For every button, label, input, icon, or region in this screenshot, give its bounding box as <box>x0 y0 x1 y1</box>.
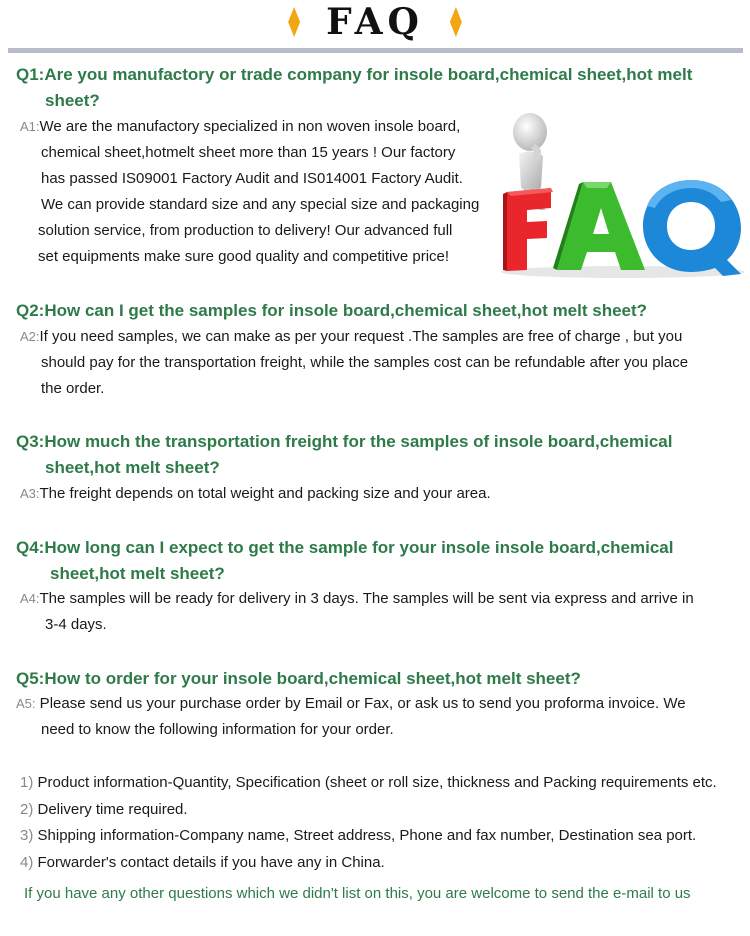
question-4 <box>16 535 740 587</box>
answer-2-line: the order. <box>41 380 105 397</box>
list-item <box>20 823 717 850</box>
question-3-line-2: sheet,hot melt sheet? <box>45 458 220 477</box>
question-1-line-2: sheet? <box>45 91 100 110</box>
list-text: Delivery time required. <box>33 800 188 818</box>
answer-1 <box>20 114 479 270</box>
letter-a-icon <box>553 182 645 270</box>
answer-tag: A4: <box>20 591 40 606</box>
question-1 <box>16 62 740 114</box>
list-text: Product information-Quantity, Specification (sheet or roll size, thickness and Packing requirements etc. <box>33 774 717 791</box>
answer-1-line: chemical sheet,hotmelt sheet more than 15 years ! Our factory <box>41 144 456 161</box>
answer-5 <box>16 691 686 743</box>
answer-tag: A2: <box>20 329 40 344</box>
question-3-line-1: Q3:How much the transportation freight for the samples of insole board,chemical <box>16 432 673 451</box>
answer-tag: A1: <box>20 119 40 134</box>
list-number: 3) <box>20 827 34 844</box>
letter-q-icon <box>643 180 741 276</box>
question-4-line-1: Q4:How long can I expect to get the sample for your insole insole board,chemical <box>16 538 674 557</box>
list-text: Forwarder's contact details if you have any in China. <box>33 853 385 871</box>
answer-1-line: set equipments make sure good quality and competitive price! <box>38 248 450 265</box>
answer-4-line: The samples will be ready for delivery in 3 days. The samples will be sent via express and arrive in <box>39 590 694 607</box>
page-header <box>0 0 750 44</box>
list-number: 1) <box>20 774 34 791</box>
answer-1-line: We are the manufactory specialized in non woven insole board, <box>39 118 461 135</box>
answer-1-line: We can provide standard size and any special size and packaging <box>41 196 480 213</box>
question-2 <box>16 298 740 324</box>
answer-tag: A5: <box>16 696 36 711</box>
list-item <box>20 797 717 824</box>
question-1-line-1: Q1:Are you manufactory or trade company for insole board,chemical sheet,hot melt <box>16 65 693 84</box>
question-3 <box>16 429 740 481</box>
answer-2-line: If you need samples, we can make as per your request .The samples are free of charge , but you <box>39 328 683 345</box>
answer-1-line: has passed IS09001 Factory Audit and IS014001 Factory Audit. <box>41 170 463 187</box>
letter-f-icon <box>503 188 553 271</box>
answer-2-line: should pay for the transportation freight, while the samples cost can be refundable after you place <box>41 354 689 371</box>
list-number: 4) <box>20 853 34 871</box>
diamond-icon <box>450 7 462 37</box>
answer-5-line: need to know the following information for your order. <box>41 721 394 738</box>
footer-note: If you have any other questions which we didn't list on this, you are welcome to send the e-mail to us <box>24 885 691 902</box>
answer-2 <box>20 324 688 402</box>
answer-3 <box>20 481 491 507</box>
answer-4-line: 3-4 days. <box>45 616 107 633</box>
answer-3-line: The freight depends on total weight and packing size and your area. <box>39 485 491 502</box>
order-info-list <box>20 770 717 876</box>
answer-tag: A3: <box>20 486 40 501</box>
answer-5-line: Please send us your purchase order by Email or Fax, or ask us to send you proforma invoice. We <box>35 695 686 712</box>
question-5-line-1: Q5:How to order for your insole board,chemical sheet,hot melt sheet? <box>16 669 581 688</box>
question-4-line-2: sheet,hot melt sheet? <box>50 564 225 583</box>
list-text: Shipping information-Company name, Street address, Phone and fax number, Destination sea port. <box>33 827 697 844</box>
header-divider <box>8 48 743 53</box>
list-item <box>20 850 717 877</box>
faq-illustration <box>495 110 750 280</box>
diamond-icon <box>288 7 300 37</box>
page-title: FAQ <box>326 1 424 43</box>
answer-1-line: solution service, from production to delivery! Our advanced full <box>38 222 453 239</box>
answer-4 <box>20 586 694 638</box>
list-number: 2) <box>20 800 34 818</box>
question-5 <box>16 666 740 692</box>
list-item <box>20 770 717 797</box>
question-2-line-1: Q2:How can I get the samples for insole board,chemical sheet,hot melt sheet? <box>16 301 648 320</box>
